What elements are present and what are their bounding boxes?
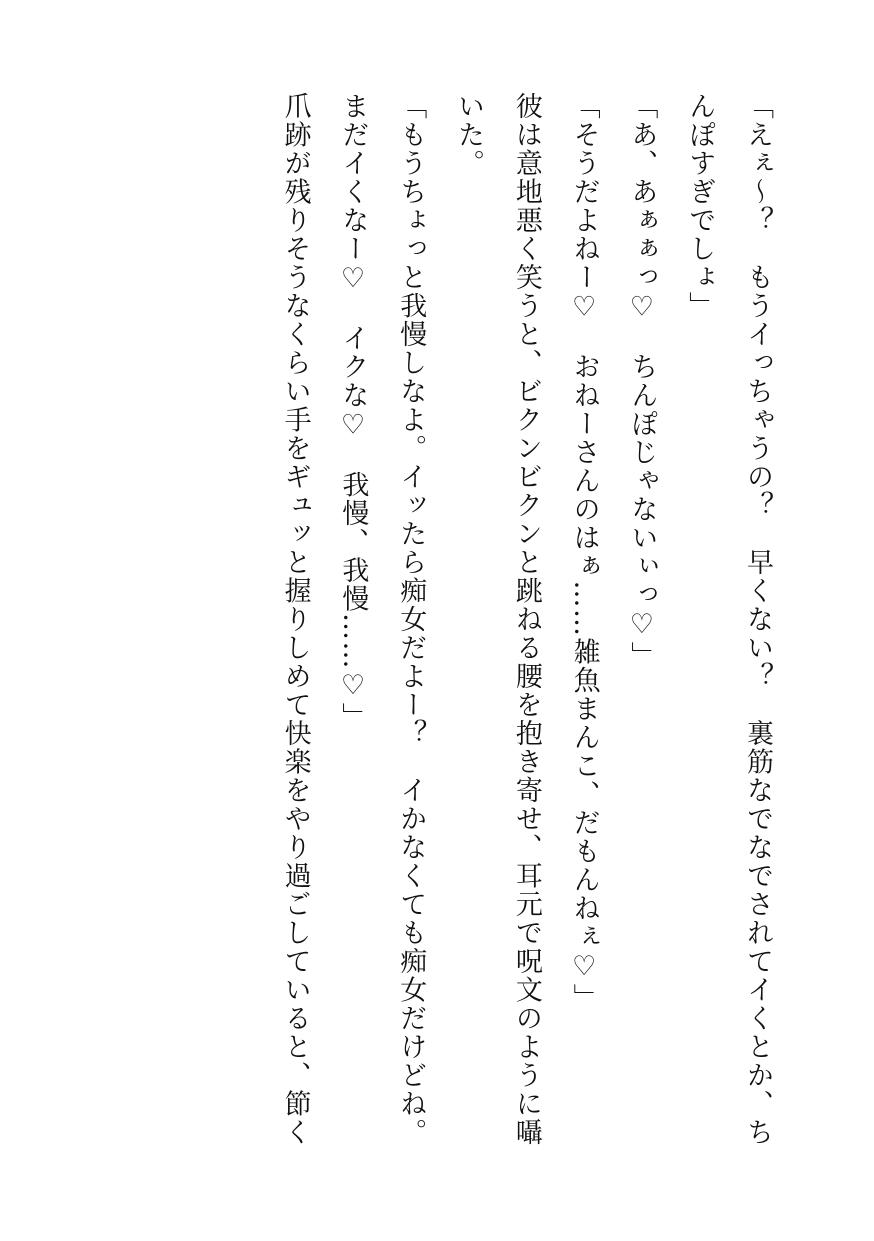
paragraph-4: 彼は意地悪く笑うと、ビクンビクンと跳ねる腰を抱き寄せ、耳元で呪文のように囁いた。 xyxy=(453,92,542,1147)
paragraph-1: 「えぇ～？ もうイっちゃうの？ 早くない？ 裏筋なでなでされてイくとか、ちんぽすぎでしょ」 xyxy=(684,92,773,1147)
paragraph-6: 爪跡が残りそうなくらい手をギュッと握りしめて快楽をやり過ごしていると、節く xyxy=(279,92,311,1147)
paragraph-2: 「あ、あぁぁっ♡ ちんぽじゃないぃっ♡」 xyxy=(626,92,658,670)
paragraph-5: 「もうちょっと我慢しなよ。イッたら痴女だよー？ イかなくても痴女だけどね。まだイくなー♡ イクな♡ 我慢、我慢……♡」 xyxy=(337,92,427,1147)
vertical-text-body xyxy=(266,92,786,1172)
paragraph-3: 「そうだよねー♡ おねーさんのはぁ……雑魚まんこ、だもんねぇ♡」 xyxy=(568,92,600,1012)
